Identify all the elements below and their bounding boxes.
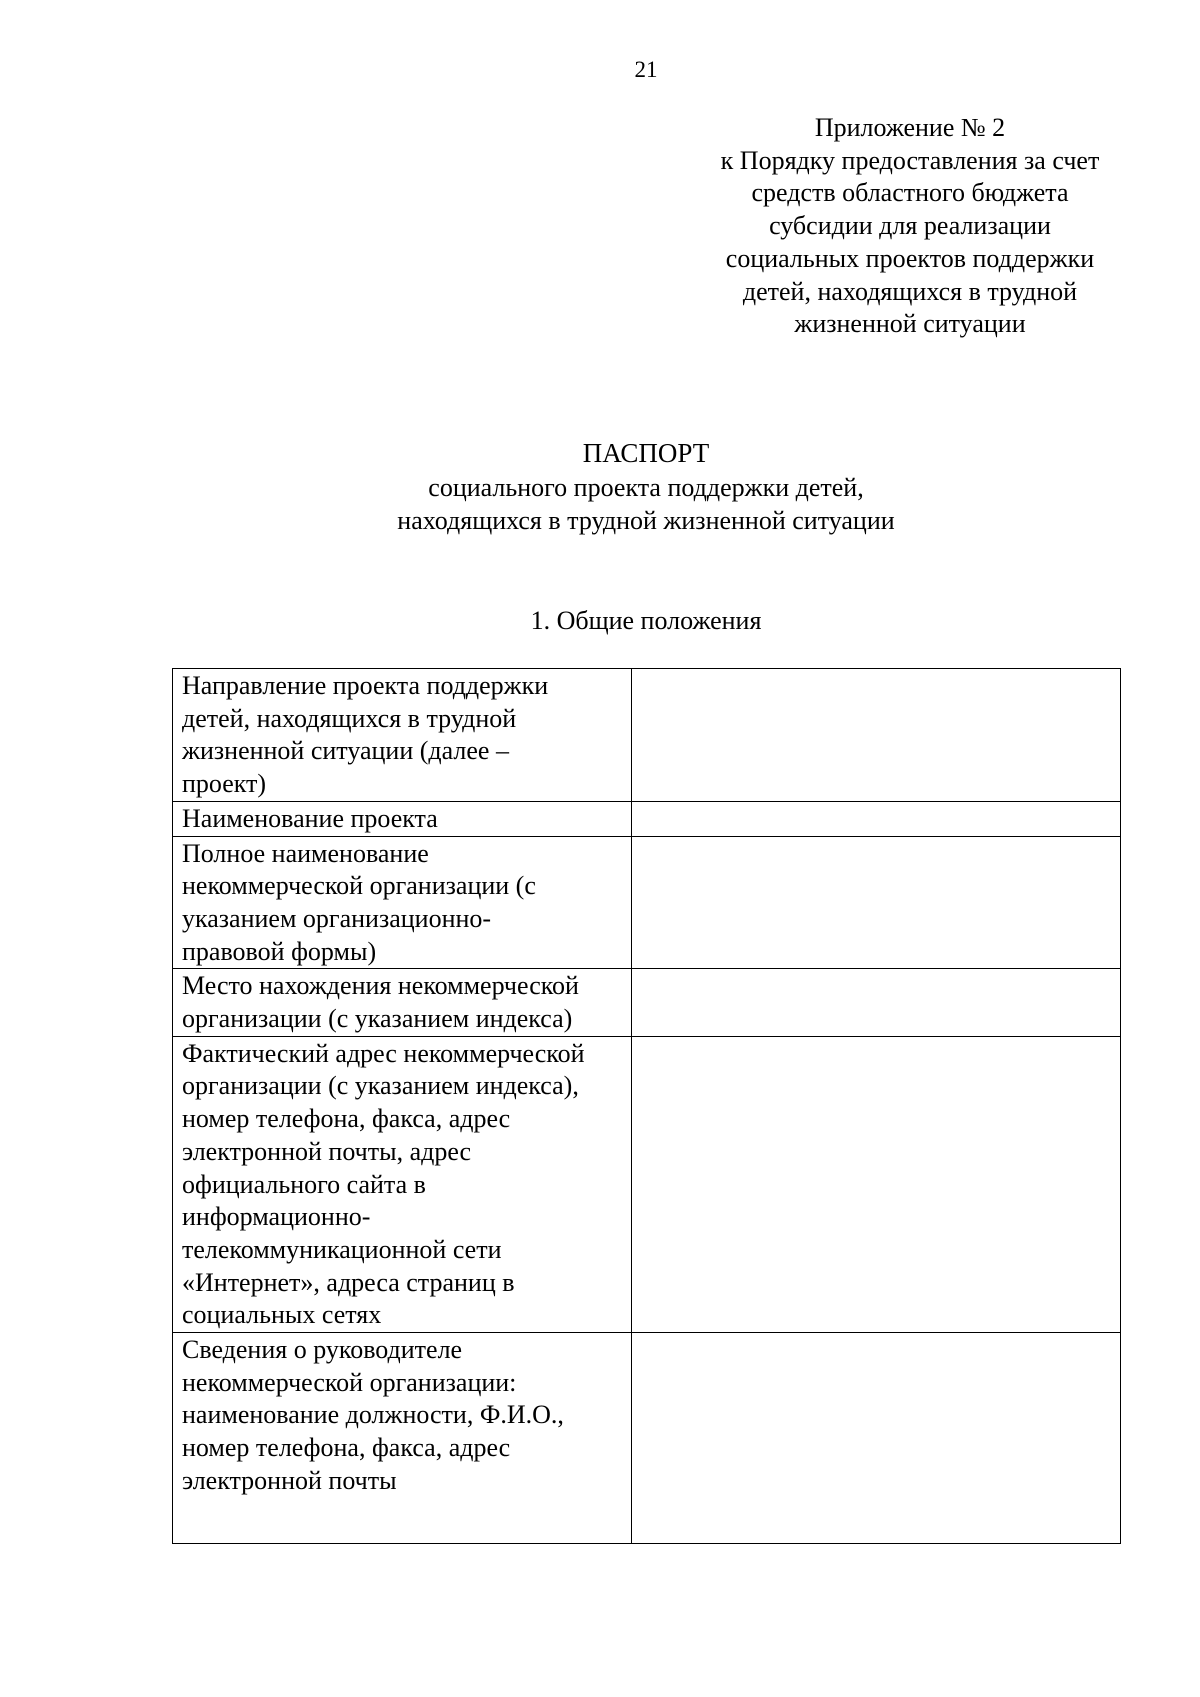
- field-value-cell[interactable]: [632, 836, 1121, 969]
- section-heading: 1. Общие положения: [530, 606, 762, 635]
- field-label-line: некоммерческой организации:: [182, 1367, 517, 1397]
- field-label-line: проект): [182, 769, 267, 799]
- field-label-line: наименование должности, Ф.И.О.,: [182, 1400, 564, 1430]
- field-label-line: организации (с указанием индекса),: [182, 1071, 579, 1101]
- field-label-line: Полное наименование: [182, 838, 429, 868]
- field-label-line: правовой формы): [182, 936, 377, 966]
- passport-table: [172, 668, 1121, 1544]
- table-row: [173, 669, 1121, 802]
- appendix-header: [700, 112, 1120, 341]
- field-label-line: Сведения о руководителе: [182, 1335, 463, 1365]
- field-label-cell: [173, 969, 632, 1036]
- field-label-line: электронной почты: [182, 1465, 397, 1495]
- appendix-line: жизненной ситуации: [794, 309, 1026, 339]
- field-label-line: указанием организационно-: [182, 903, 492, 933]
- appendix-line: к Порядку предоставления за счет: [720, 145, 1100, 175]
- field-label-cell: [173, 1036, 632, 1332]
- document-title: ПАСПОРТ: [582, 438, 710, 468]
- field-label-line: электронной почты, адрес: [182, 1136, 472, 1166]
- field-label-line: номер телефона, факса, адрес: [182, 1104, 511, 1134]
- field-label-cell: [173, 836, 632, 969]
- document-subtitle-line: находящихся в трудной жизненной ситуации: [397, 505, 895, 535]
- appendix-line: социальных проектов поддержки: [725, 243, 1095, 273]
- field-label-line: номер телефона, факса, адрес: [182, 1433, 511, 1463]
- field-label-line: некоммерческой организации (с: [182, 871, 536, 901]
- field-label-cell: [173, 669, 632, 802]
- field-value-cell[interactable]: [632, 1333, 1121, 1544]
- field-label-line: социальных сетях: [182, 1300, 382, 1330]
- field-label-line: жизненной ситуации (далее –: [182, 736, 509, 766]
- field-label-line: официального сайта в: [182, 1169, 426, 1199]
- field-label-cell: [173, 801, 632, 836]
- field-label-line: Фактический адрес некоммерческой: [182, 1038, 585, 1068]
- appendix-line: детей, находящихся в трудной: [742, 276, 1078, 306]
- document-subtitle-line: социального проекта поддержки детей,: [428, 473, 864, 502]
- field-label-line: Направление проекта поддержки: [182, 671, 549, 700]
- appendix-line: средств областного бюджета: [751, 178, 1069, 208]
- field-value-cell[interactable]: [632, 801, 1121, 836]
- field-label-line: телекоммуникационной сети: [182, 1234, 502, 1264]
- document-subtitle: [0, 472, 1200, 537]
- field-label-line: Наименование проекта: [182, 803, 438, 833]
- field-value-cell[interactable]: [632, 669, 1121, 802]
- passport-table-body: [173, 669, 1121, 1544]
- field-label-line: информационно-: [182, 1202, 371, 1232]
- field-label-line: «Интернет», адреса страниц в: [182, 1267, 515, 1297]
- field-value-cell[interactable]: [632, 969, 1121, 1036]
- field-label-line: Место нахождения некоммерческой: [182, 971, 579, 1001]
- table-row: [173, 1333, 1121, 1544]
- field-label-cell: [173, 1333, 632, 1544]
- table-row: [173, 969, 1121, 1036]
- field-label-line: детей, находящихся в трудной: [182, 703, 517, 733]
- field-value-cell[interactable]: [632, 1036, 1121, 1332]
- table-row: [173, 836, 1121, 969]
- table-row: [173, 1036, 1121, 1332]
- field-label-line: организации (с указанием индекса): [182, 1004, 573, 1034]
- page-number: 21: [634, 57, 658, 82]
- appendix-line: субсидии для реализации: [769, 211, 1051, 241]
- table-row: [173, 801, 1121, 836]
- appendix-line: Приложение № 2: [814, 113, 1006, 142]
